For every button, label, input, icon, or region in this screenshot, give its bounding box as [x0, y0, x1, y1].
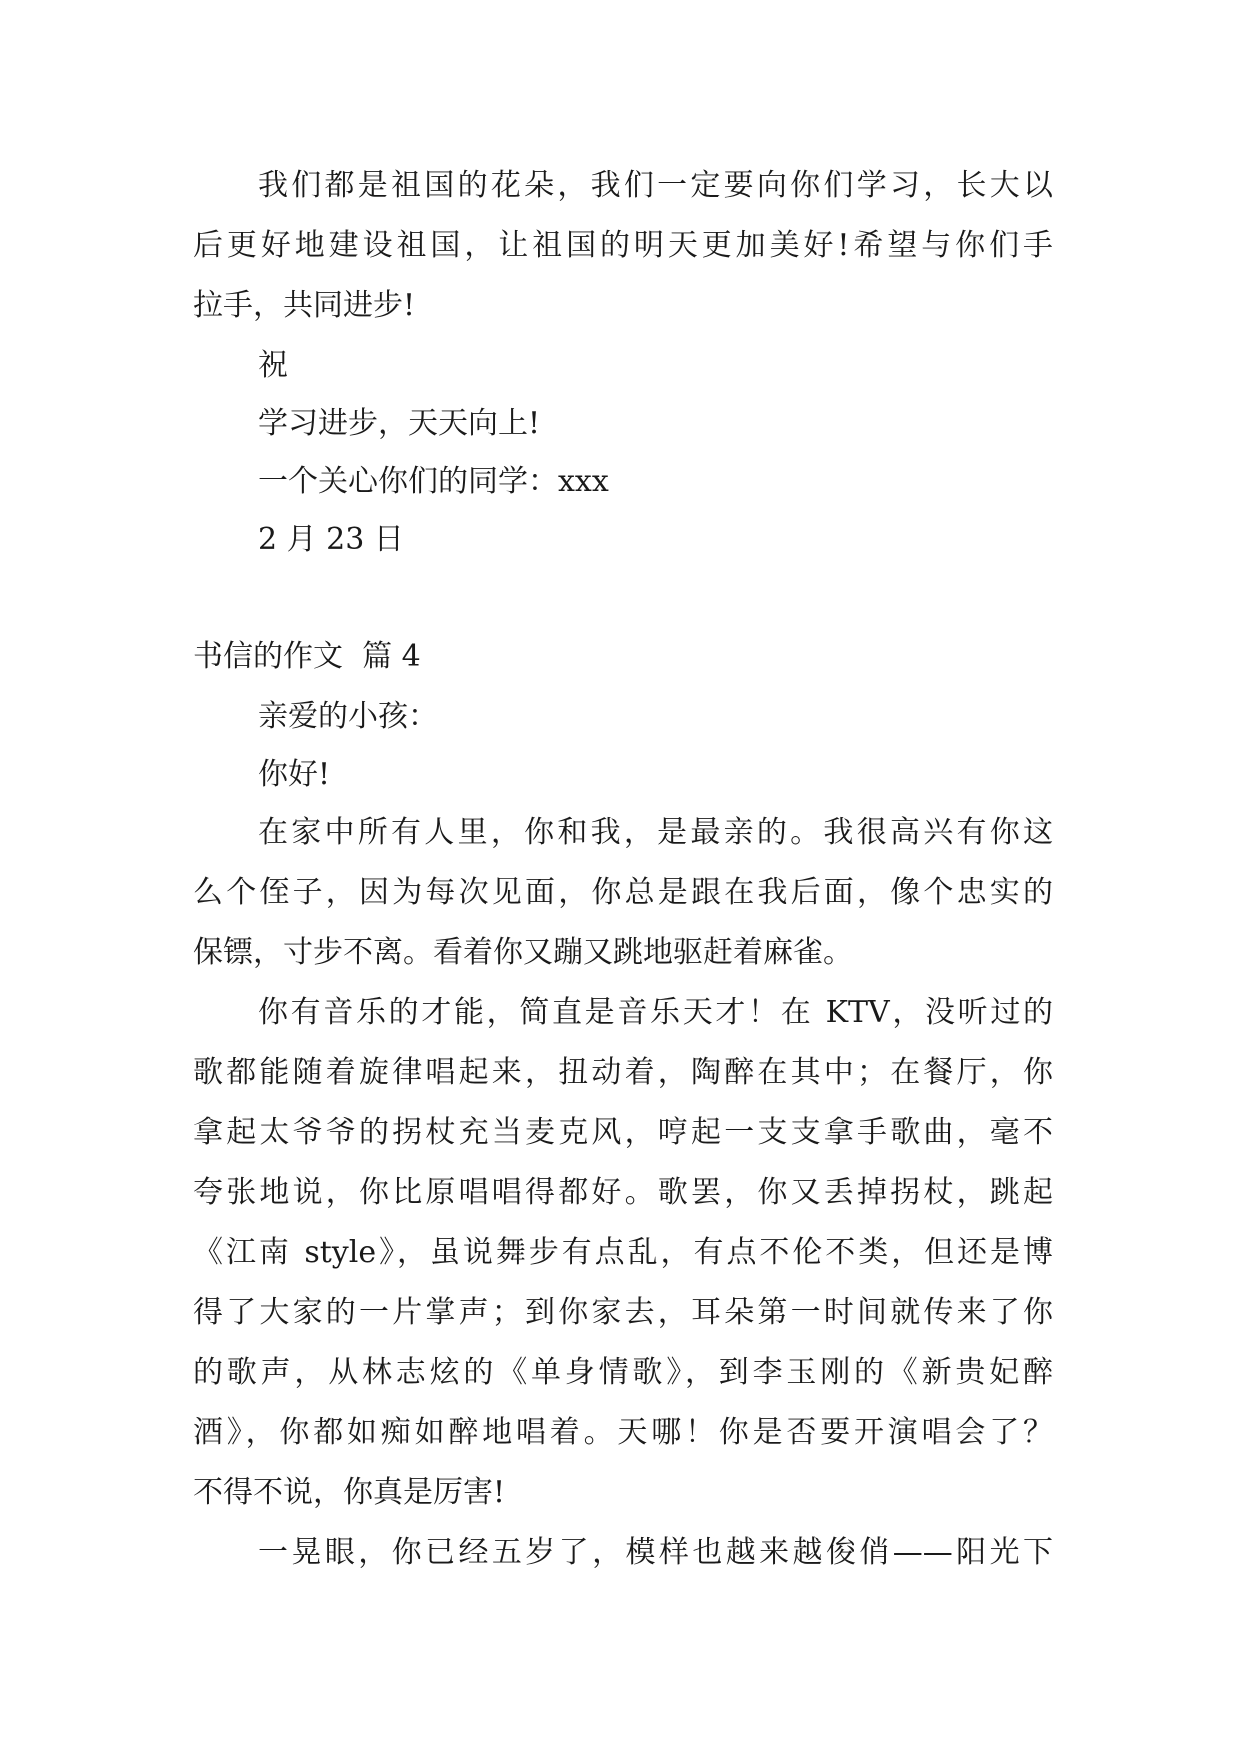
paragraph-line: 在家中所有人里，你和我，是最亲的。我很高兴有你这: [258, 815, 1053, 850]
closing-zhu: 祝: [258, 348, 288, 383]
paragraph-line: 保镖，寸步不离。看着你又蹦又跳地驱赶着麻雀。: [193, 935, 853, 970]
paragraph-line: 夸张地说，你比原唱唱得都好。歌罢，你又丢掉拐杖，跳起: [193, 1175, 1053, 1210]
paragraph-line: 酒》，你都如痴如醉地唱着。天哪！你是否要开演唱会了？: [193, 1415, 1053, 1450]
paragraph-line: 后更好地建设祖国，让祖国的明天更加美好!希望与你们手: [193, 228, 1053, 263]
paragraph-line: 《江南 style》，虽说舞步有点乱，有点不伦不类，但还是博: [193, 1235, 1053, 1270]
letter-date: 2 月 23 日: [258, 522, 404, 557]
paragraph-line: 一晃眼，你已经五岁了，模样也越来越俊俏——阳光下: [258, 1535, 1053, 1570]
paragraph-line: 拉手，共同进步!: [193, 288, 416, 323]
paragraph-line: 的歌声，从林志炫的《单身情歌》，到李玉刚的《新贵妃醉: [193, 1355, 1053, 1390]
paragraph-line: 拿起太爷爷的拐杖充当麦克风，哼起一支支拿手歌曲，毫不: [193, 1115, 1053, 1150]
paragraph-line: 么个侄子，因为每次见面，你总是跟在我后面，像个忠实的: [193, 875, 1053, 910]
paragraph-line: 得了大家的一片掌声；到你家去，耳朵第一时间就传来了你: [193, 1295, 1053, 1330]
signature: 一个关心你们的同学：xxx: [258, 464, 609, 499]
paragraph-line: 我们都是祖国的花朵，我们一定要向你们学习，长大以: [258, 168, 1053, 203]
greeting: 你好!: [258, 757, 331, 792]
paragraph-line: 歌都能随着旋律唱起来，扭动着，陶醉在其中；在餐厅，你: [193, 1055, 1053, 1090]
section-heading: 书信的作文 篇 4: [193, 639, 421, 674]
salutation: 亲爱的小孩：: [258, 699, 438, 734]
paragraph-line: 不得不说，你真是厉害!: [193, 1475, 506, 1510]
paragraph-line: 你有音乐的才能，简直是音乐天才！在 KTV，没听过的: [258, 995, 1053, 1030]
closing-wish: 学习进步，天天向上!: [258, 406, 541, 441]
